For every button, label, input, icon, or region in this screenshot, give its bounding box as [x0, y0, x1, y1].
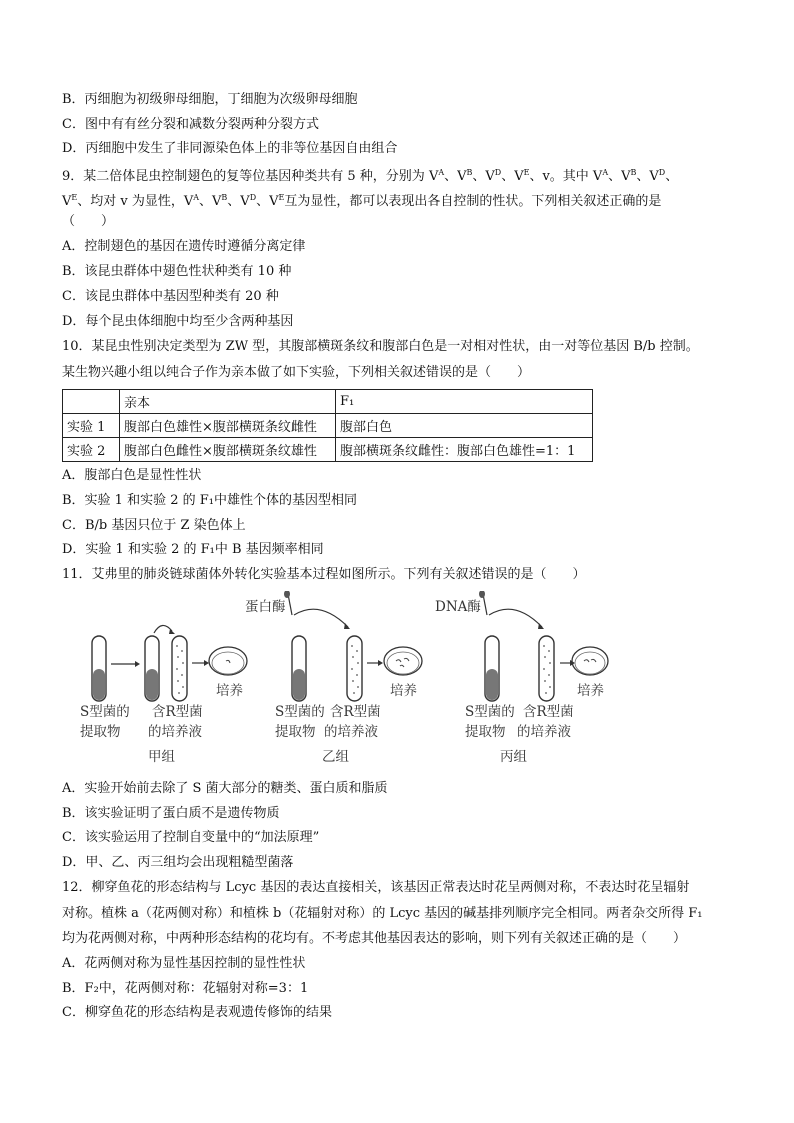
dnase-label: DNA酶 — [435, 599, 481, 615]
protease-label: 蛋白酶 — [245, 599, 286, 615]
bacteria-dots — [351, 645, 359, 694]
r-medium-label-1: 含R型菌 — [152, 704, 203, 720]
bacteria-dots — [543, 645, 551, 694]
s-extract-liquid — [93, 669, 105, 700]
r-culture-tube — [539, 636, 554, 701]
q9-option-c: C．该昆虫群体中基因型种类有 20 种 — [62, 289, 279, 304]
s-extract-label-1: S型菌的 — [275, 704, 325, 720]
culture-label: 培养 — [577, 683, 604, 699]
q12-option-b: B．F₂中，花两侧对称：花辐射对称=3：1 — [62, 981, 309, 996]
table-cell: 实验 2 — [63, 438, 120, 462]
q11-option-b: B．该实验证明了蛋白质不是遗传物质 — [62, 806, 280, 821]
q10-option-c: C．B/b 基因只位于 Z 染色体上 — [62, 518, 246, 533]
r-medium-label-1: 含R型菌 — [330, 704, 381, 720]
enzyme-arrow — [294, 609, 348, 627]
q9-stem-line1: 9．某二倍体昆虫控制翅色的复等位基因种类共有 5 种，分别为 $V^A$、$V^B$、$V^D$、$V^E$、v。其中 $V^A$、$V^B$、$V^D$、 — [62, 168, 679, 184]
arrow-head — [204, 660, 209, 666]
table-header-cell — [63, 390, 120, 414]
r-medium-label-2: 的培养液 — [148, 724, 202, 740]
q10-option-b: B．实验 1 和实验 2 的 F₁中雄性个体的基因型相同 — [62, 493, 357, 508]
q12-stem-line2: 对称。植株 a（花两侧对称）和植株 b（花辐射对称）的 Lcyc 基因的碱基排列顺序完全相同。两者杂交所得 F₁ — [62, 906, 703, 921]
group-c-diagram — [435, 591, 608, 765]
q9-option-b: B．该昆虫群体中翅色性状种类有 10 种 — [62, 264, 292, 279]
culture-label: 培养 — [390, 683, 417, 699]
s-extract-liquid — [293, 669, 305, 700]
arrow-head — [135, 661, 140, 667]
table-row — [63, 438, 593, 462]
q8-option-b: B．丙细胞为初级卵母细胞，丁细胞为次级卵母细胞 — [62, 92, 358, 107]
s-extract-label-2: 提取物 — [80, 724, 121, 740]
q8-option-d: D．丙细胞中发生了非同源染色体上的非等位基因自由组合 — [62, 141, 398, 156]
q9-answer-paren: （ ） — [62, 214, 115, 229]
q12-stem-line1: 12．柳穿鱼花的形态结构与 Lcyc 基因的表达直接相关，该基因正常表达时花呈两侧对称，不表达时花呈辐射 — [62, 880, 690, 895]
bacteria-dots — [176, 645, 184, 694]
r-culture-tube — [172, 636, 187, 701]
table-header-cell: 亲本 — [120, 390, 336, 414]
arrow-head — [378, 660, 383, 666]
r-medium-label-2: 的培养液 — [324, 724, 378, 740]
mixing-tube-liquid — [146, 669, 158, 700]
table-cell: 腹部横斑条纹雌性：腹部白色雄性=1：1 — [336, 438, 593, 462]
q10-stem-line1: 10．某昆虫性别决定类型为 ZW 型，其腹部横斑条纹和腹部白色是一对相对性状，由一对等位基因 B/b 控制。 — [62, 339, 699, 354]
r-culture-tube — [347, 636, 362, 701]
q10-stem-line2: 某生物兴趣小组以纯合子作为亲本做了如下实验，下列相关叙述错误的是（ ） — [62, 365, 531, 380]
group-a-diagram — [80, 625, 247, 765]
petri-dish-inner — [575, 652, 605, 674]
group-a-label: 甲组 — [148, 749, 175, 765]
s-extract-label-2: 提取物 — [465, 724, 506, 740]
q10-option-a: A．腹部白色是显性性状 — [62, 468, 202, 483]
culture-label: 培养 — [216, 683, 243, 699]
table-cell: 腹部白色雄性×腹部横斑条纹雌性 — [120, 414, 336, 438]
enzyme-arrow — [489, 609, 542, 627]
q9-option-a: A．控制翅色的基因在遗传时遵循分离定律 — [62, 239, 306, 254]
q11-option-d: D．甲、乙、丙三组均会出现粗糙型菌落 — [62, 855, 294, 870]
s-extract-liquid — [486, 669, 498, 700]
s-extract-label-1: S型菌的 — [80, 704, 130, 720]
table-cell: 实验 1 — [63, 414, 120, 438]
q12-stem-line3: 均为花两侧对称，中两种形态结构的花均有。不考虑其他基因表达的影响，则下列有关叙述正确的是（ ） — [62, 931, 687, 946]
petri-dish-inner — [387, 652, 419, 674]
table-cell: 腹部白色 — [336, 414, 593, 438]
transformation-experiment-figure — [80, 591, 610, 771]
q10-option-d: D．实验 1 和实验 2 的 F₁中 B 基因频率相同 — [62, 542, 324, 557]
petri-dish — [572, 647, 608, 675]
petri-dish — [384, 647, 422, 675]
group-b-diagram — [245, 591, 422, 765]
q12-option-c: C．柳穿鱼花的形态结构是表观遗传修饰的结果 — [62, 1005, 332, 1020]
q11-option-a: A．实验开始前去除了 S 菌大部分的糖类、蛋白质和脂质 — [62, 781, 388, 796]
r-medium-label-2: 的培养液 — [517, 724, 571, 740]
q8-option-c: C．图中有有丝分裂和减数分裂两种分裂方式 — [62, 117, 319, 132]
group-c-label: 丙组 — [500, 749, 527, 765]
table-header-cell: F₁ — [336, 390, 593, 414]
arrow-head — [344, 623, 350, 629]
table-header-row — [63, 390, 593, 414]
petri-dish-inner — [212, 652, 244, 674]
s-extract-label-2: 提取物 — [275, 724, 316, 740]
arrow-head — [538, 623, 544, 629]
colony-mark — [226, 660, 230, 663]
q11-option-c: C．该实验运用了控制自变量中的“加法原理” — [62, 830, 320, 845]
table-row — [63, 414, 593, 438]
q12-option-a: A．花两侧对称为显性基因控制的显性性状 — [62, 956, 306, 971]
transfer-arrow — [154, 625, 172, 633]
petri-dish — [209, 647, 247, 675]
colony-mark — [396, 658, 409, 667]
s-extract-label-1: S型菌的 — [465, 704, 515, 720]
r-medium-label-1: 含R型菌 — [523, 704, 574, 720]
table-cell: 腹部白色雌性×腹部横斑条纹雄性 — [120, 438, 336, 462]
colony-mark — [584, 659, 596, 662]
arrow-head — [169, 629, 175, 634]
q11-stem: 11．艾弗里的肺炎链球菌体外转化实验基本过程如图所示。下列有关叙述错误的是（ ） — [62, 567, 586, 582]
q9-option-d: D．每个昆虫体细胞中均至少含两种基因 — [62, 314, 294, 329]
group-b-label: 乙组 — [322, 749, 349, 765]
q9-stem-line2: $V^E$、均对 v 为显性，$V^A$、$V^B$、$V^D$、$V^E$互为显性，都可以表现出各自控制的性状。下列相关叙述正确的是 — [62, 193, 662, 209]
q10-experiment-table — [62, 389, 593, 462]
